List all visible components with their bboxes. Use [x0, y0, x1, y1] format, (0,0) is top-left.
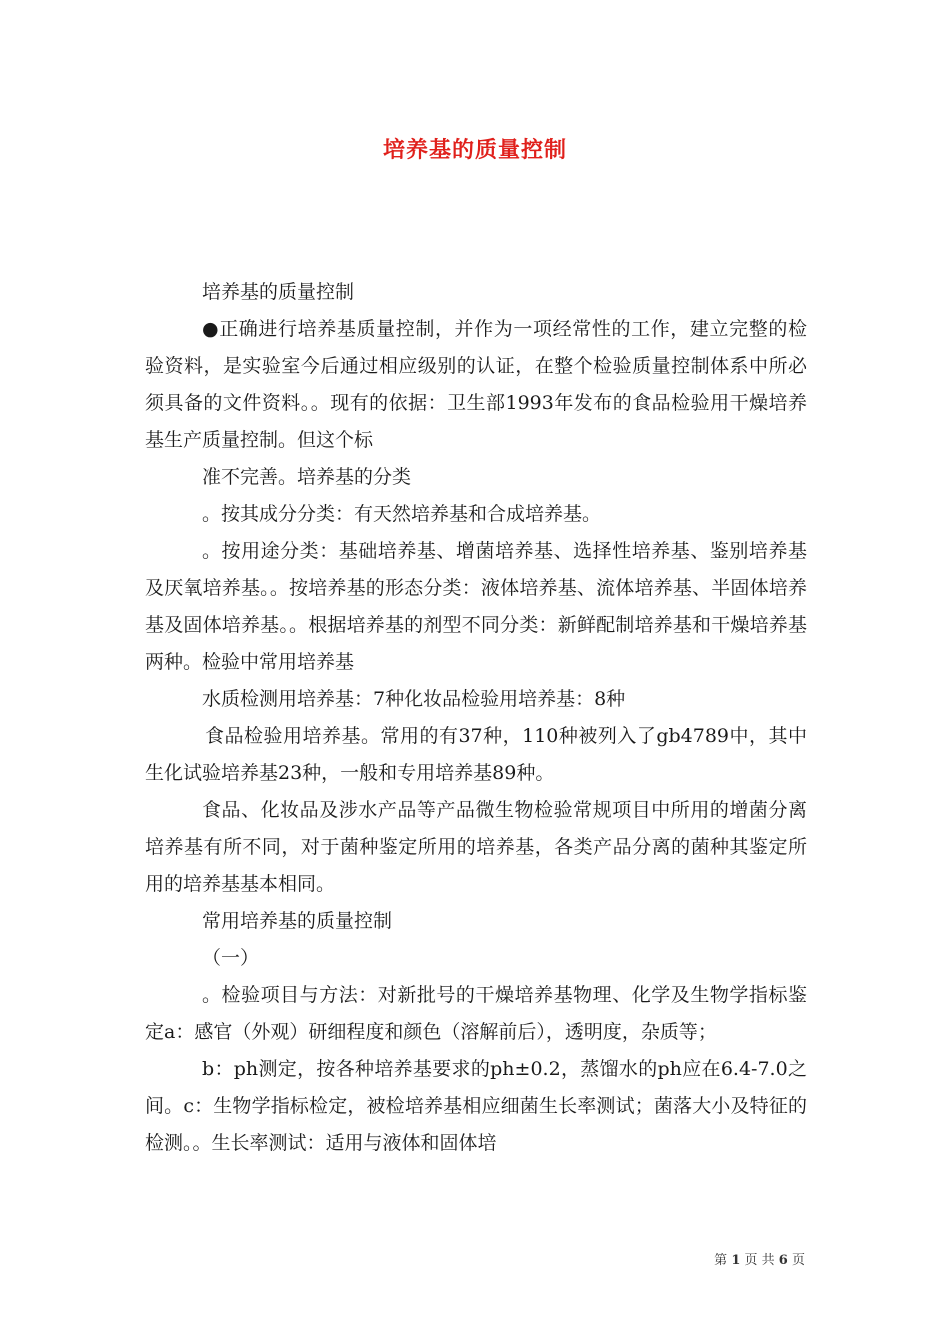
paragraph: b：ph测定，按各种培养基要求的ph±0.2，蒸馏水的ph应在6.4-7.0之间。c：生物学指标检定，被检培养基相应细菌生长率测试；菌落大小及特征的检测。。生长率测试：适用与液体和固体培 — [145, 1058, 807, 1154]
footer-middle: 页 共 — [744, 1253, 775, 1268]
footer-prefix: 第 — [714, 1253, 728, 1268]
paragraph: 常用培养基的质量控制 — [202, 910, 393, 932]
paragraph: 准不完善。培养基的分类 — [202, 466, 412, 488]
paragraph: ●正确进行培养基质量控制，并作为一项经常性的工作，建立完整的检验资料，是实验室今后通过相应级别的认证，在整个检验质量控制体系中所必须具备的文件资料。。现有的依据：卫生部1993年发布的食品检验用干燥培养基生产质量控制。但这个标 — [145, 318, 807, 451]
paragraph: 食品检验用培养基。常用的有37种，110种被列入了gb4789中，其中生化试验培养基23种，一般和专用培养基89种。 — [145, 725, 807, 784]
paragraph: 。按用途分类：基础培养基、增菌培养基、选择性培养基、鉴别培养基及厌氧培养基。。按培养基的形态分类：液体培养基、流体培养基、半固体培养基及固体培养基。。根据培养基的剂型不同分类：新鲜配制培养基和干燥培养基两种。检验中常用培养基 — [145, 540, 807, 673]
footer-total-pages: 6 — [778, 1253, 788, 1268]
paragraph: 食品、化妆品及涉水产品等产品微生物检验常规项目中所用的增菌分离培养基有所不同，对于菌种鉴定所用的培养基，各类产品分离的菌种其鉴定所用的培养基基本相同。 — [145, 799, 807, 895]
paragraph: 。检验项目与方法：对新批号的干燥培养基物理、化学及生物学指标鉴定a：感官（外观）研细程度和颜色（溶解前后），透明度，杂质等； — [145, 984, 807, 1043]
document-title: 培养基的质量控制 — [382, 137, 567, 163]
footer-suffix: 页 — [791, 1253, 805, 1268]
footer-page-number: 1 — [731, 1253, 741, 1268]
paragraph: （一） — [202, 947, 260, 969]
paragraph: 水质检测用培养基：7种化妆品检验用培养基：8种 — [202, 688, 626, 710]
document-body — [145, 274, 807, 1162]
page-footer — [714, 1249, 805, 1268]
paragraph: 培养基的质量控制 — [202, 281, 355, 303]
paragraph: 。按其成分分类：有天然培养基和合成培养基。 — [202, 503, 602, 525]
